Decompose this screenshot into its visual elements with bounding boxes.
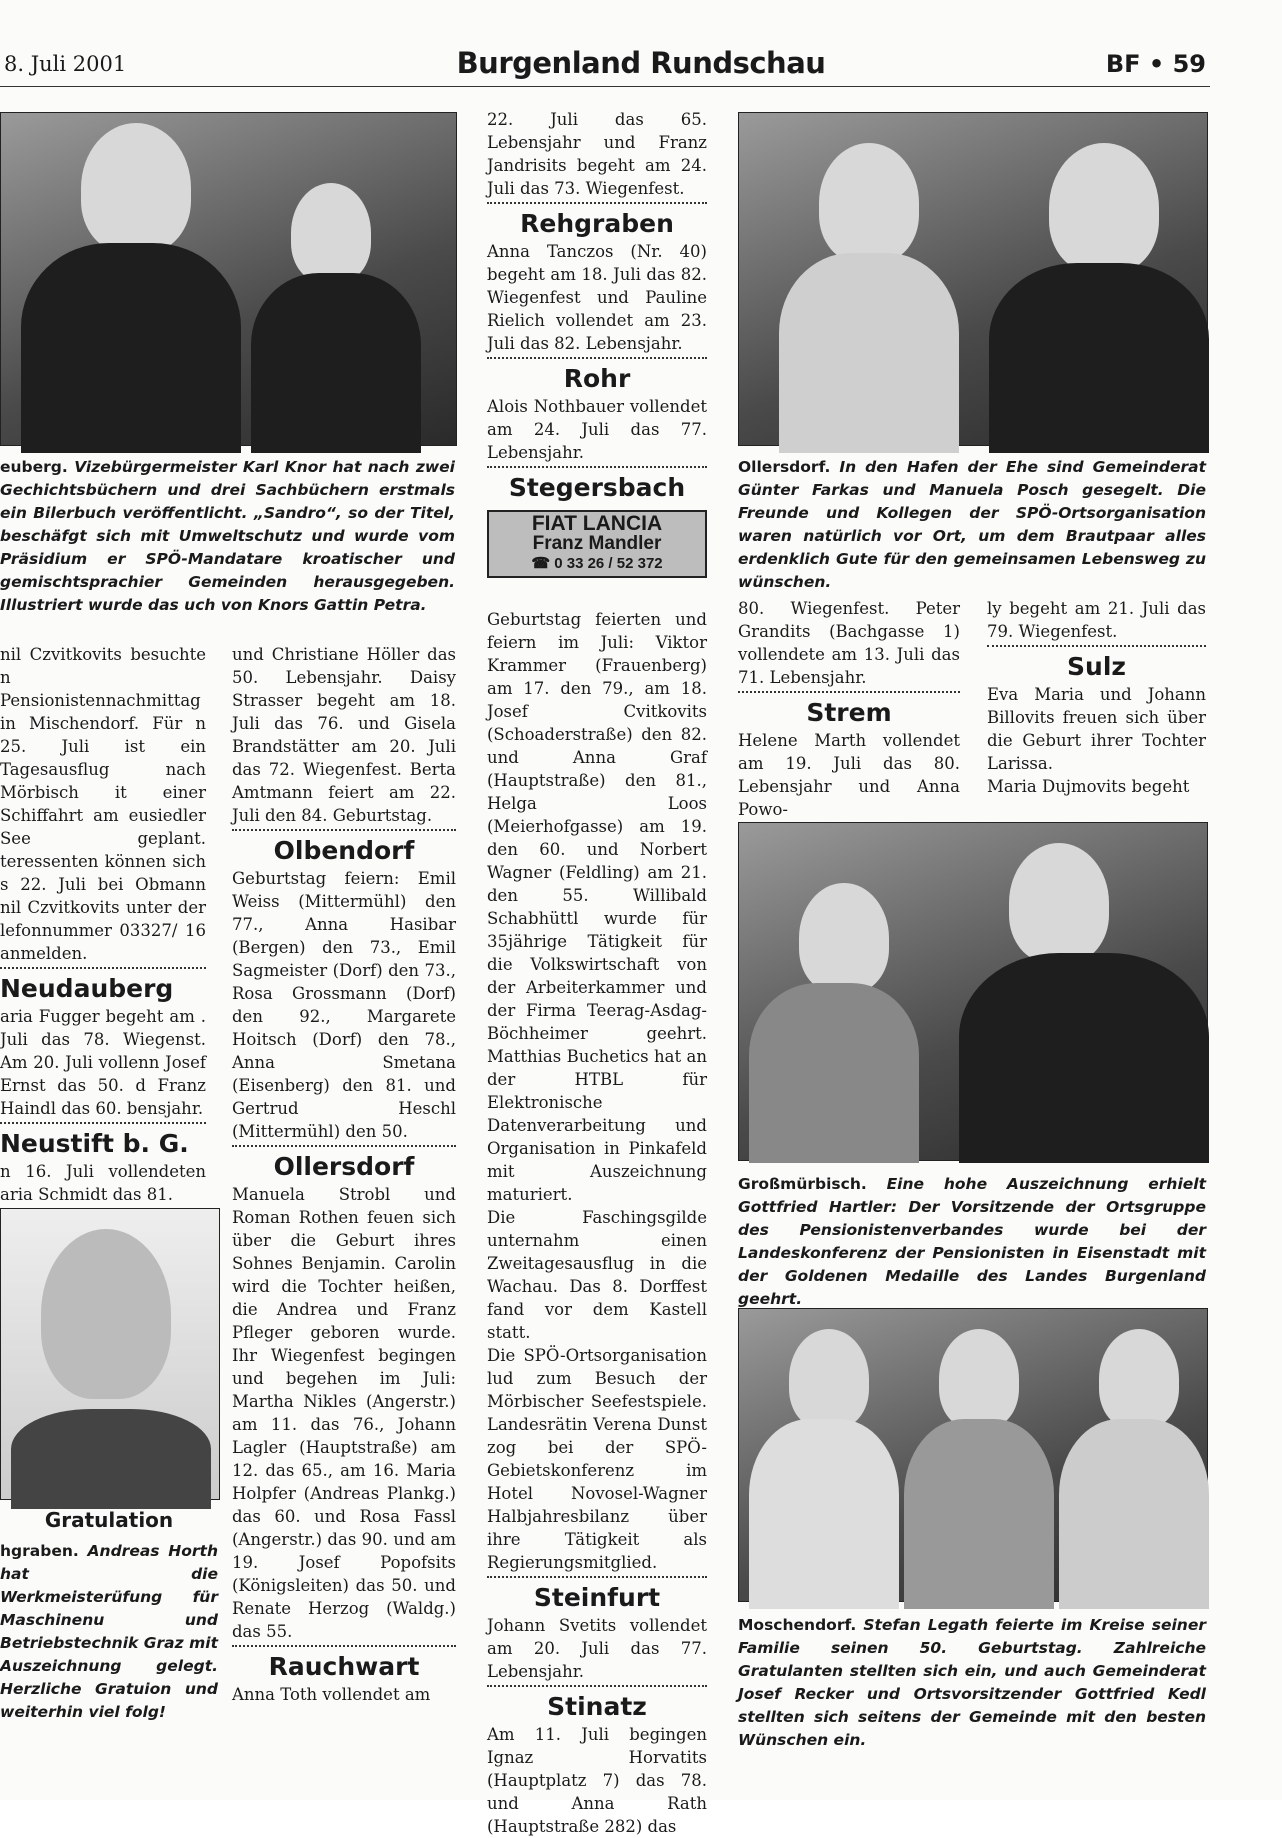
article-text: Eva Maria und Johann Billovits freuen sich über die Geburt ihrer Tochter Larissa. [987,685,1206,773]
article-text: Geburtstag feierten und feiern im Juli: Viktor Krammer (Frauenberg) am 17. den 79., am 18. Josef Cvitkovits (Schoaderstraße) den 82. und Anna Graf (Hauptstraße) den 81., Helga Loos (Meierhofgasse) am 19. den 60. und Norbert Wagner (Feldling) am 21. den 55. Willibald Schabhüttl wurde für 35jährige Tätigkeit für die Volkswirtschaft von der Arbeiterkammer und der Firma Teerag-Asdag-Böchheimer geehrt. Matthias Buchetics hat an der HTBL für Elektronische Datenverarbeitung und Organisation in Pinkafeld mit Auszeichnung maturiert. [487,610,707,1204]
article-text: nil Czvitkovits besuchte n Pensionistennachmittag in Mischendorf. Für n 25. Juli ist ein Tagesausflug nach Mörbisch it einer Schiffahrt am eusiedler See geplant. teressenten können sich s 22. Juli bei Obmann nil Czvitkovits unter der lefonnummer 03327/ 16 anmelden. [0,645,206,963]
advertisement-fiat-lancia [487,510,707,578]
article-text: und Christiane Höller das 50. Lebensjahr. Daisy Strasser begeht am 18. Juli das 76. und Gisela Brandstätter am 20. Juli das 72. Wiegenfest. Berta Amtmann feiert am 22. Juli den 84. Geburtstag. [232,645,456,825]
article-text: n 16. Juli vollendeten aria Schmidt das 81. [0,1162,206,1204]
article-text: Johann Svetits vollendet am 20. Juli das 77. Lebensjahr. [487,1616,707,1681]
article-text: Die Faschingsgilde unternahm einen Zweitagesausflug in die Wachau. Das 8. Dorffest fand vor dem Kastell statt. [487,1208,707,1342]
column-2 [232,643,456,1706]
gratulation-heading: Gratulation [44,1508,174,1532]
photo-ollersdorf [738,112,1208,446]
caption-neuberg: euberg. Vizebürgermeister Karl Knor hat nach zwei Gechichtsbüchern und drei Sachbüchern erstmals ein Bilerbuch veröffentlicht. „Sandro“, so der Titel, beschäfgt sich mit Umweltschutz und wurde vom Präsidium er SPÖ-Mandatare kroatischer und gemischtsprachier Gemeinden herausgegeben. Illustriert wurde das uch von Knors Gattin Petra. [0,458,455,614]
article-text: aria Fugger begeht am . Juli das 78. Wiegenst. Am 20. Juli vollenn Josef Ernst das 50. d Franz Haindl das 60. bensjahr. [0,1007,206,1118]
column-4 [738,597,960,821]
article-text: Maria Dujmovits begeht [987,777,1190,796]
article-text: Helene Marth vollendet am 19. Juli das 80. Lebensjahr und Anna Powo- [738,731,960,819]
column-1 [0,643,206,1206]
page-number: BF • 59 [1105,50,1206,78]
issue-date: 8. Juli 2001 [4,52,127,76]
caption-ollersdorf: Ollersdorf. In den Hafen der Ehe sind Gemeinderat Günter Farkas und Manuela Posch gesegelt. Die Freunde und Kollegen der SPÖ-Ortsorganisation waren natürlich vor Ort, um dem Brautpaar alles erdenklich Gute für den gemeinsamen Lebensweg zu wünschen. [738,458,1206,591]
column-3 [487,108,707,1838]
heading-neudauberg: Neudauberg [0,967,206,1005]
heading-rohr: Rohr [487,357,707,395]
article-text: Alois Nothbauer vollendet am 24. Juli das 77. Lebensjahr. [487,397,707,462]
heading-olbendorf: Olbendorf [232,829,456,867]
heading-stinatz: Stinatz [487,1685,707,1723]
article-text: Anna Toth vollendet am [232,1685,431,1704]
ad-brand: FIAT LANCIA [531,512,663,535]
heading-sulz: Sulz [987,645,1206,683]
header-rule [0,86,1210,87]
photo-portrait-gratulation [0,1208,220,1500]
heading-strem: Strem [738,691,960,729]
article-text: 22. Juli das 65. Lebensjahr und Franz Jandrisits begeht am 24. Juli das 73. Wiegenfest. [487,110,707,198]
photo-neuberg [0,112,457,446]
heading-neustift: Neustift b. G. [0,1122,206,1160]
caption-gratulation: hgraben. Andreas Horth hat die Werkmeisterüfung für Maschinenu und Betriebstechnik Graz mit Auszeichnung gelegt. Herzliche Gratuion und weiterhin viel folg! [0,1542,218,1721]
heading-rehgraben: Rehgraben [487,202,707,240]
heading-ollersdorf: Ollersdorf [232,1145,456,1183]
photo-grossmuerbisch [738,822,1208,1161]
article-text: ly begeht am 21. Juli das 79. Wiegenfest. [987,599,1206,641]
heading-rauchwart: Rauchwart [232,1645,456,1683]
article-text: Geburtstag feiern: Emil Weiss (Mittermühl) den 77., Anna Hasibar (Bergen) den 73., Emil Sagmeister (Dorf) den 73., Rosa Grossmann (Dorf) den 92., Margarete Hoitsch (Dorf) den 78., Anna Smetana (Eisenberg) den 81. und Gertrud Heschl (Mittermühl) den 50. [232,869,456,1141]
heading-stegersbach: Stegersbach [487,466,707,504]
article-text: Am 11. Juli begingen Ignaz Horvatits (Hauptplatz 7) das 78. und Anna Rath (Hauptstraße 282) das [487,1725,707,1836]
article-text: Manuela Strobl und Roman Rothen feuen sich über die Geburt ihres Sohnes Benjamin. Carolin wird die Tochter heißen, die Andrea und Franz Pfleger geboren wurde. Ihr Wiegenfest begingen und begehen im Juli: Martha Nikles (Angerstr.) am 11. das 76., Johann Lagler (Hauptstraße) am 12. das 65., am 16. Maria Holpfer (Andreas Plankg.) das 60. und Rosa Fassl (Angerstr.) das 90. und am 19. Josef Popofsits (Königsleiten) das 50. und Renate Herzog (Waldg.) das 55. [232,1185,456,1641]
ad-phone: ☎ 0 33 26 / 52 372 [531,555,663,572]
caption-grossmuerbisch: Großmürbisch. Eine hohe Auszeichnung erhielt Gottfried Hartler: Der Vorsitzende der Ortsgruppe des Pensionistenverbandes wurde bei der Landeskonferenz der Pensionisten in Eisenstadt mit der Goldenen Medaille des Landes Burgenland geehrt. [738,1175,1206,1308]
heading-steinfurt: Steinfurt [487,1576,707,1614]
ad-dealer: Franz Mandler [532,533,662,554]
article-text: 80. Wiegenfest. Peter Grandits (Bachgasse 1) vollendete am 13. Juli das 71. Lebensjahr. [738,599,960,687]
newspaper-title: Burgenland Rundschau [456,46,826,80]
article-text: Anna Tanczos (Nr. 40) begeht am 18. Juli das 82. Wiegenfest und Pauline Rielich vollendet am 23. Juli das 82. Lebensjahr. [487,242,707,353]
column-5 [987,597,1206,798]
caption-moschendorf: Moschendorf. Stefan Legath feierte im Kreise seiner Familie seinen 50. Geburtstag. Zahlreiche Gratulanten stellten sich ein, und auch Gemeinderat Josef Recker und Ortsvorsitzender Gottfried Kedl stellten sich seitens der Gemeinde mit den besten Wünschen ein. [738,1616,1206,1749]
article-text: Die SPÖ-Ortsorganisation lud zum Besuch der Mörbischer Seefestspiele. Landesrätin Verena Dunst zog bei der SPÖ-Gebietskonferenz im Hotel Novosel-Wagner Halbjahresbilanz über ihre Tätigkeit als Regierungsmitglied. [487,1346,707,1572]
photo-moschendorf [738,1308,1208,1602]
